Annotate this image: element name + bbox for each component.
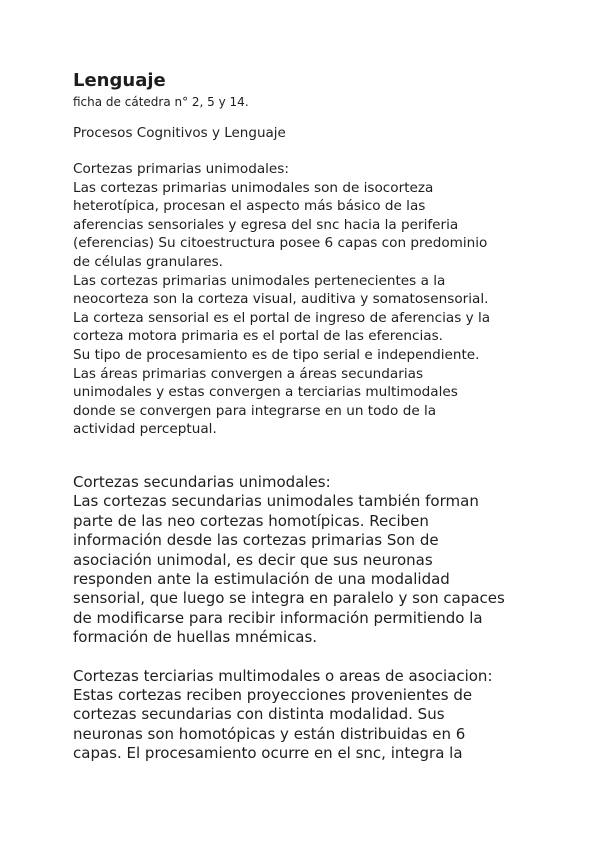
document-subtitle: ficha de cátedra n° 2, 5 y 14. (73, 95, 249, 109)
paragraph-line: donde se convergen para integrarse en un todo de la (73, 402, 437, 419)
document-page (73, 70, 543, 764)
section-heading: Cortezas secundarias unimodales: (73, 472, 331, 491)
section-heading: Cortezas primarias unimodales: (73, 161, 289, 177)
course-name: Procesos Cognitivos y Lenguaje (73, 125, 286, 141)
paragraph-line: aferencias sensoriales y egresa del snc hacia la periferia (73, 216, 459, 233)
paragraph-line: neocorteza son la corteza visual, auditiva y somatosensorial. (73, 291, 489, 308)
section-primary-cortex (73, 160, 543, 439)
paragraph-line: Las cortezas secundarias unimodales también forman (73, 492, 479, 511)
paragraph-line: La corteza sensorial es el portal de ingreso de aferencias y la (73, 309, 491, 326)
paragraph-line: cortezas secundarias con distinta modalidad. Sus (73, 705, 445, 724)
paragraph-line: corteza motora primaria es el portal de las eferencias. (73, 328, 443, 345)
paragraph-line: actividad perceptual. (73, 421, 217, 438)
paragraph-line: Su tipo de procesamiento es de tipo serial e independiente. (73, 346, 480, 363)
paragraph-line: formación de huellas mnémicas. (73, 628, 318, 647)
paragraph-line: asociación unimodal, es decir que sus neuronas (73, 550, 433, 569)
section-tertiary-cortex (73, 667, 543, 764)
paragraph-line: heterotípica, procesan el aspecto más básico de las (73, 198, 426, 215)
paragraph-line: Las cortezas primarias unimodales pertenecientes a la (73, 272, 446, 289)
paragraph-line: neuronas son homotópicas y están distribuidas en 6 (73, 724, 466, 743)
paragraph-line: de células granulares. (73, 253, 223, 270)
paragraph-line: capas. El procesamiento ocurre en el snc, integra la (73, 744, 463, 763)
paragraph-line: de modificarse para recibir información permitiendo la (73, 608, 483, 627)
document-title: Lenguaje (73, 70, 166, 91)
section-secondary-cortex (73, 473, 543, 648)
paragraph-line: información desde las cortezas primarias Son de (73, 531, 439, 550)
section-heading: Cortezas terciarias multimodales o areas de asociacion: (73, 666, 493, 685)
paragraph-line: Las áreas primarias convergen a áreas secundarias (73, 365, 424, 382)
paragraph-line: sensorial, que luego se integra en paralelo y son capaces (73, 589, 505, 608)
paragraph-line: responden ante la estimulación de una modalidad (73, 569, 450, 588)
paragraph-line: parte de las neo cortezas homotípicas. Reciben (73, 511, 429, 530)
paragraph-line: (eferencias) Su citoestructura posee 6 capas con predominio (73, 235, 488, 252)
paragraph-line: Estas cortezas reciben proyecciones provenientes de (73, 685, 473, 704)
paragraph-line: unimodales y estas convergen a terciarias multimodales (73, 384, 458, 401)
paragraph-line: Las cortezas primarias unimodales son de isocorteza (73, 179, 434, 196)
